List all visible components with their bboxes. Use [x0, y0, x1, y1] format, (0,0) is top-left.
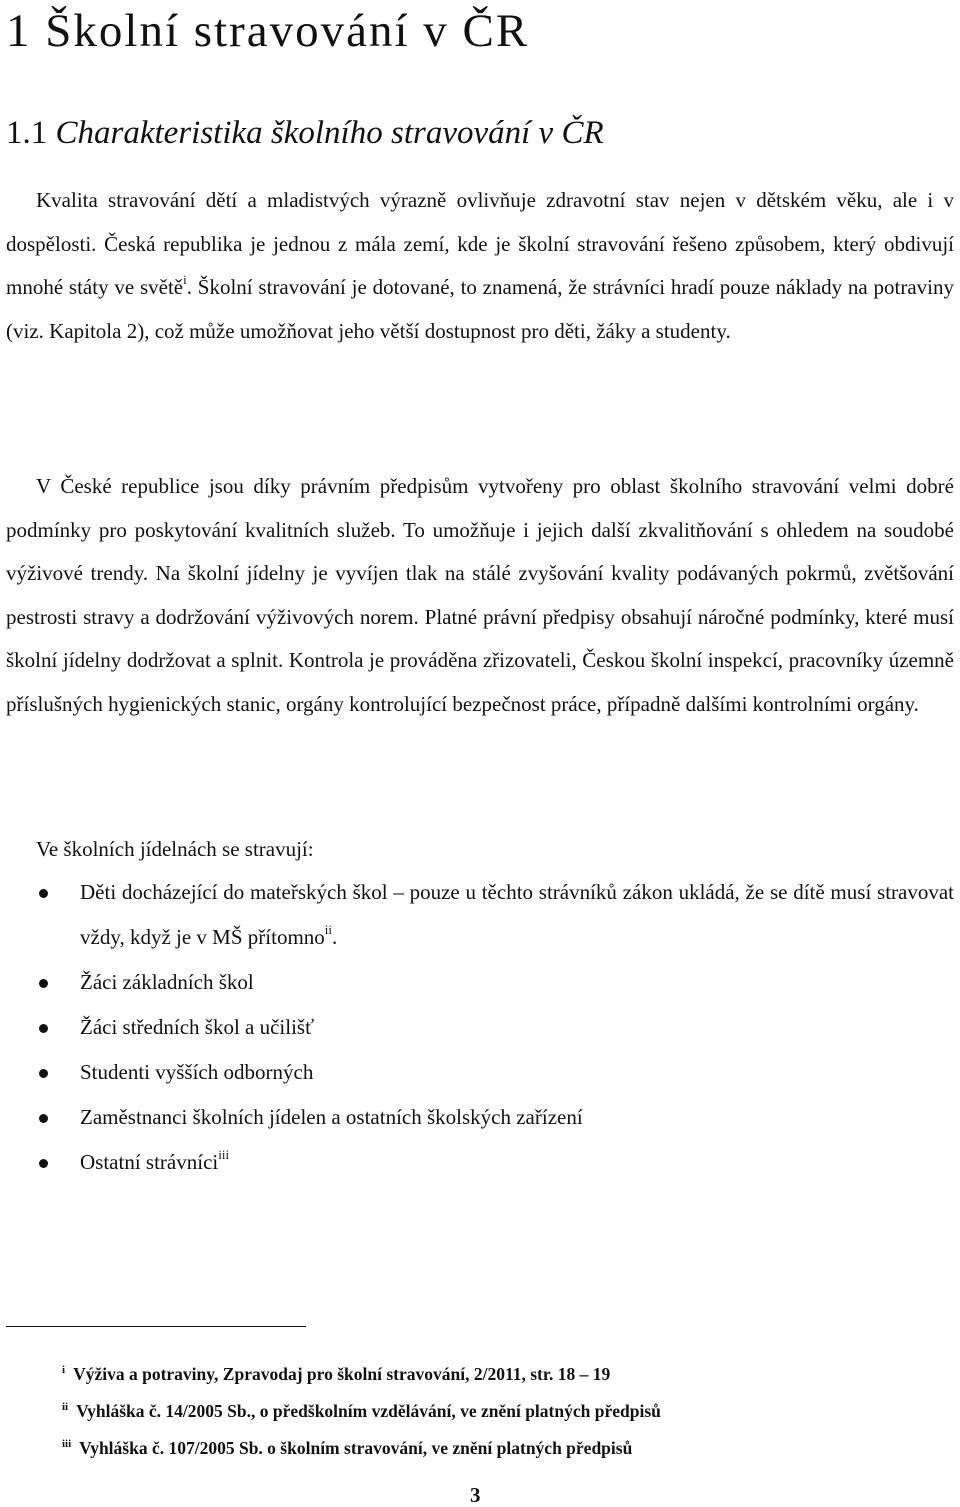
bullet-icon: [39, 889, 48, 898]
bullet-icon: [39, 1069, 48, 1078]
section-title: Charakteristika školního stravování v ČR: [55, 115, 604, 151]
list-item: Žáci středních škol a učilišť: [0, 1005, 954, 1050]
bullet-icon: [39, 1159, 48, 1168]
footnote-3: $^{iii}$ Vyhláška č. 107/2005 Sb. o školním stravování, ve znění platných předpisů: [62, 1438, 633, 1458]
paragraph-1-part2: . Školní stravování je dotované, to znamená, že strávníci hradí pouze náklady na potraviny (viz. Kapitola 2), což může umožňovat jeho větší dostupnost pro děti, žáky a studenty.: [6, 275, 954, 343]
bullet-icon: [39, 979, 48, 988]
list-item: Žáci základních škol: [0, 960, 954, 1005]
list-intro: Ve školních jídelnách se stravují:: [36, 837, 314, 861]
footnote-2: $^{ii}$ Vyhláška č. 14/2005 Sb., o předškolním vzdělávání, ve znění platných předpisů: [62, 1401, 661, 1421]
bullet-icon: [39, 1024, 48, 1033]
list-item: Ostatní strávníci$^{iii}$: [0, 1140, 954, 1185]
paragraph-1-part1: Kvalita stravování dětí a mladistvých výrazně ovlivňuje zdravotní stav nejen v dětském věku, ale i v dospělosti. Česká republika je jednou z mála zemí, kde je školní stravování řešeno způsobem, který obdivují mnohé státy ve světě: [6, 188, 954, 299]
section-number: 1.1: [6, 115, 48, 151]
footnote-1: $^i$ Výživa a potraviny, Zpravodaj pro školní stravování, 2/2011, str. 18 – 19: [62, 1364, 611, 1384]
list-item: Děti docházející do mateřských škol – pouze u těchto strávníků zákon ukládá, že se dítě musí stravovat vždy, když je v MŠ přítomno$^{ii}$.: [0, 870, 954, 960]
bullet-list: [0, 870, 954, 1185]
chapter-number: 1: [6, 5, 32, 57]
list-item: Zaměstnanci školních jídelen a ostatních školských zařízení: [0, 1095, 954, 1140]
footnote-ref-i: i: [183, 272, 187, 287]
bullet-icon: [39, 1114, 48, 1123]
section-heading: [6, 110, 604, 156]
footnote-separator: [6, 1326, 306, 1327]
chapter-title: Školní stravování v ČR: [45, 5, 530, 57]
footnote-ref-ii: ii: [324, 922, 333, 937]
paragraph-2: V České republice jsou díky právním předpisům vytvořeny pro oblast školního stravování velmi dobré podmínky pro poskytování kvalitních služeb. To umožňuje i jejich další zkvalitňování s ohledem na soudobé výživové trendy. Na školní jídelny je vyvíjen tlak na stálé zvyšování kvality podávaných pokrmů, zvětšování pestrosti stravy a dodržování výživových norem. Platné právní předpisy obsahují náročné podmínky, které musí školní jídelny dodržovat a splnit. Kontrola je prováděna zřizovateli, Českou školní inspekcí, pracovníky územně příslušných hygienických stanic, orgány kontrolující bezpečnost práce, případně dalšími kontrolními orgány.: [6, 474, 954, 716]
list-item: Studenti vyšších odborných: [0, 1050, 954, 1095]
footnote-ref-iii: iii: [218, 1147, 230, 1162]
page-number: 3: [470, 1483, 481, 1507]
chapter-heading: [6, 2, 529, 60]
paragraph-1: [6, 179, 954, 353]
